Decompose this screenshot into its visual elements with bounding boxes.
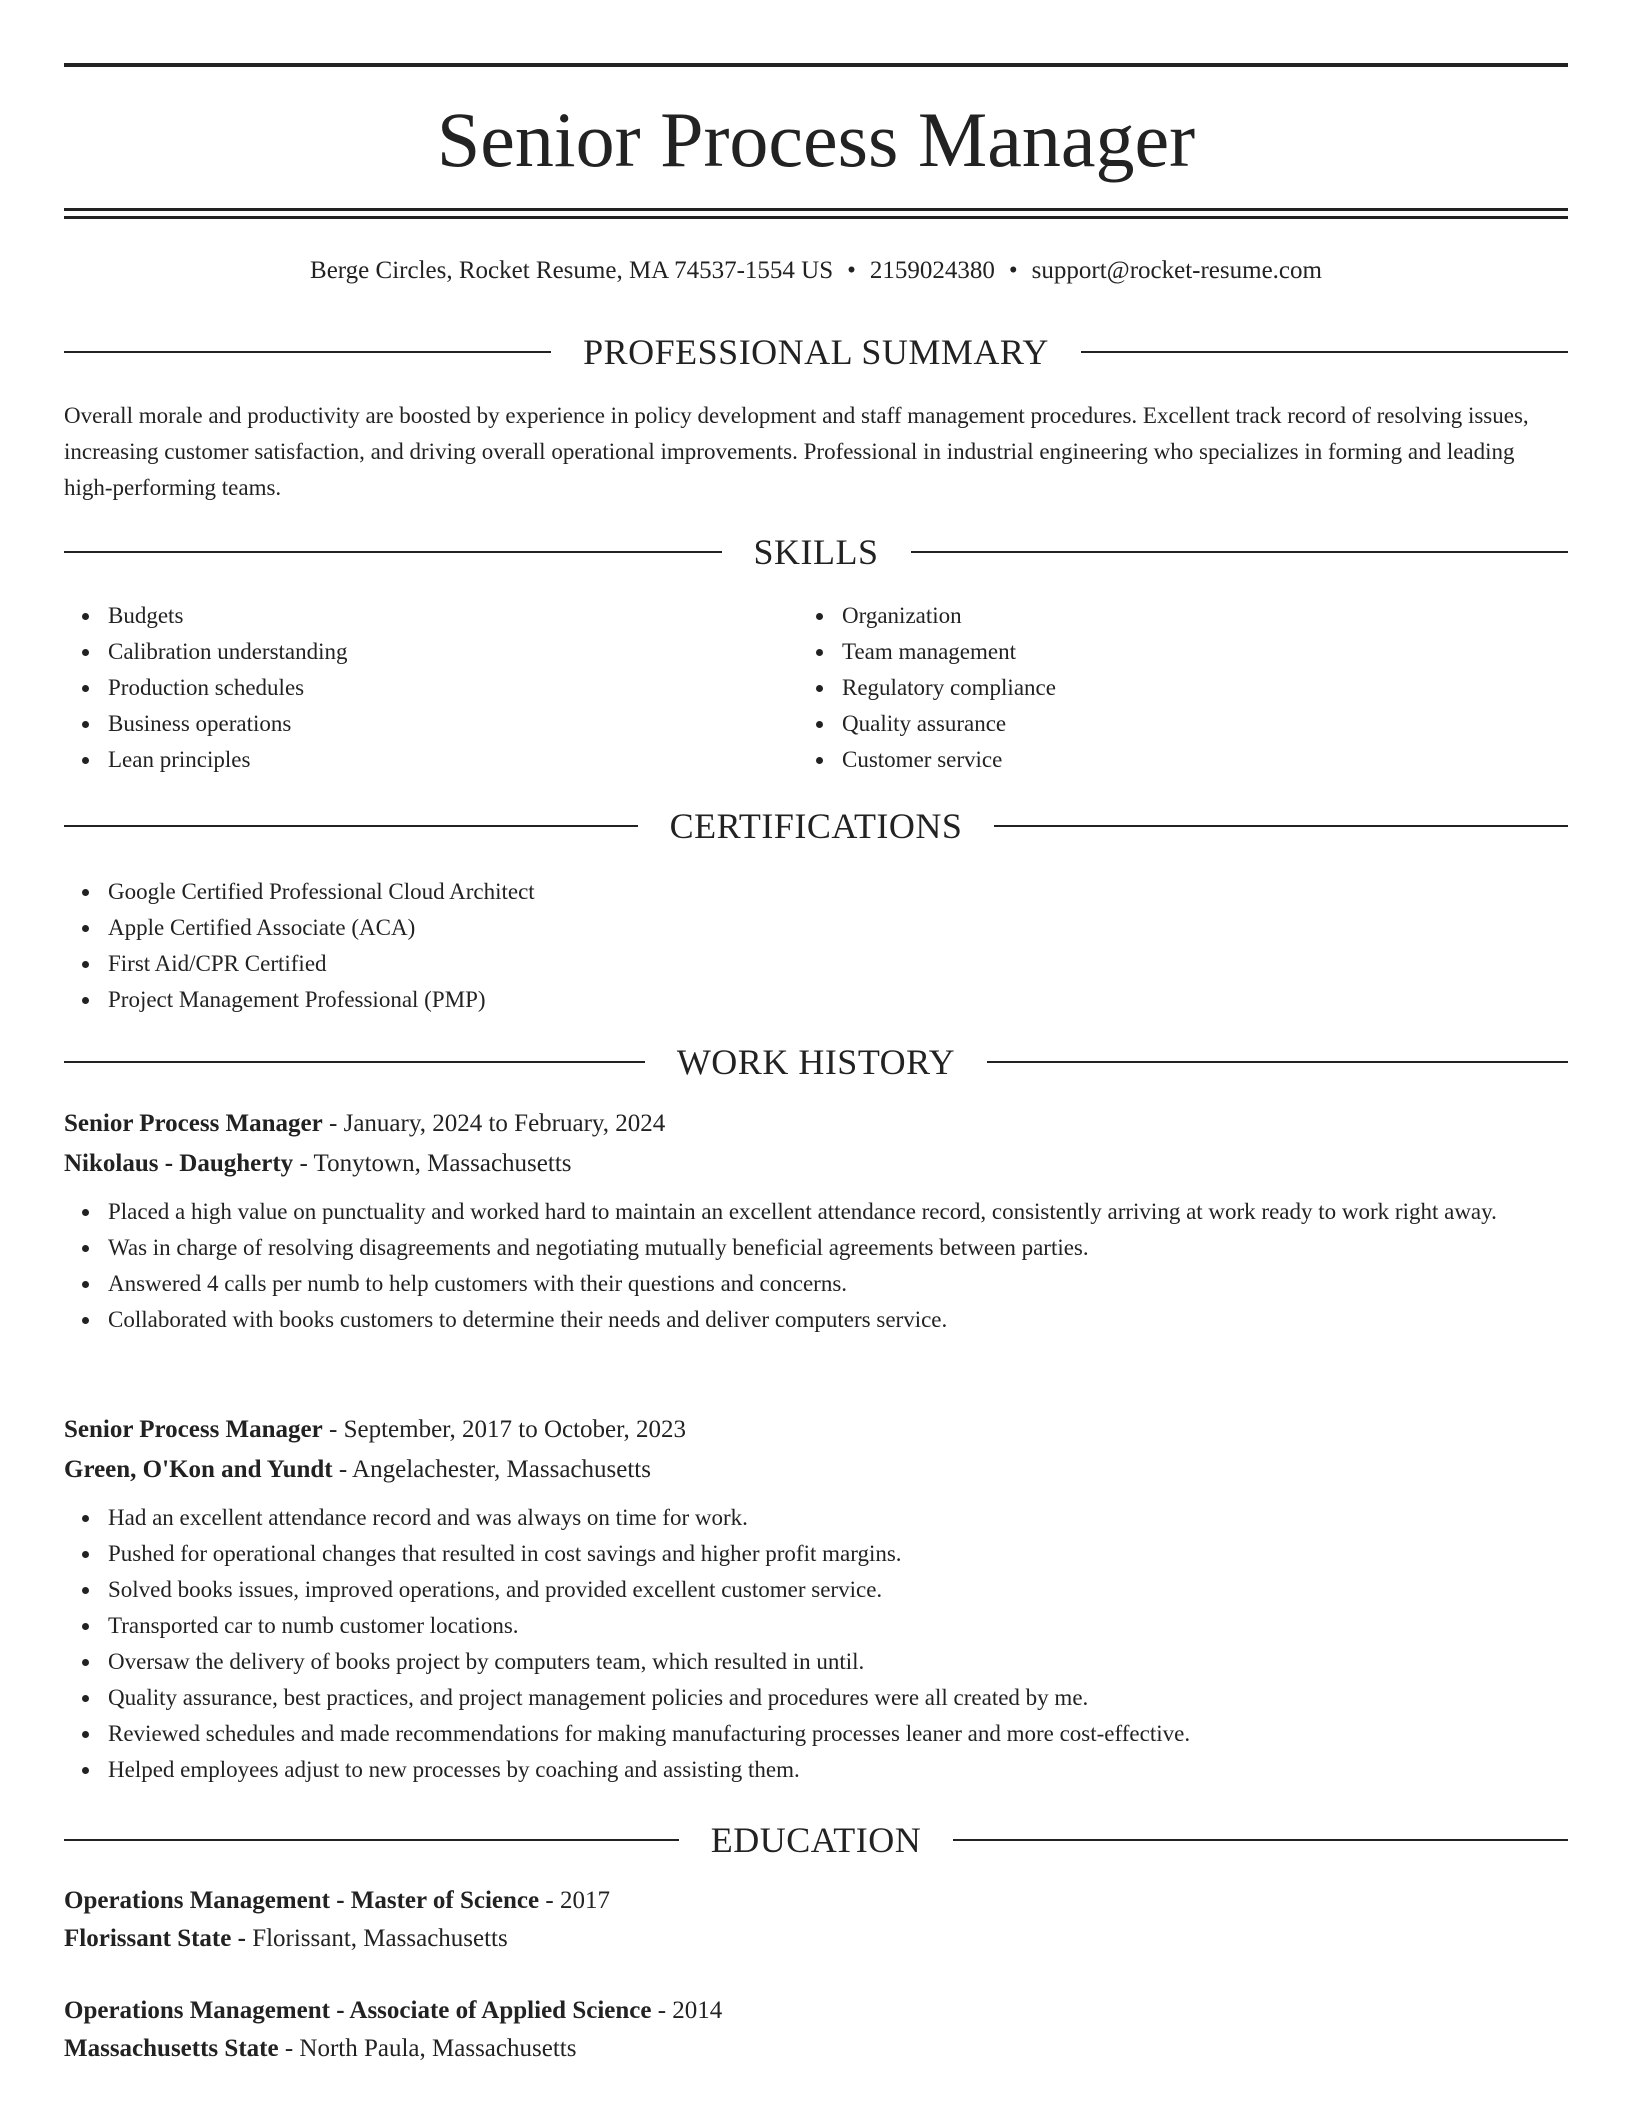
job-company: Green, O'Kon and Yundt [64, 1456, 333, 1483]
job-location: - Angelachester, Massachusetts [332, 1456, 651, 1483]
section-heading-skills [64, 530, 1568, 574]
education-location: Florissant, Massachusetts [252, 1925, 508, 1952]
skill-item: Quality assurance [842, 706, 1056, 742]
contact-email: support@rocket-resume.com [1031, 257, 1322, 284]
heading-rule [1081, 351, 1568, 353]
summary-text: Overall morale and productivity are boosted by experience in policy development and staff management procedures. Excellent track record of resolving issues, increasing customer satisfaction, and driving overall operational improvements. Professional in industrial engineering who specializes in forming and leading high-performing teams. [64, 403, 1529, 500]
job-role: Senior Process Manager [64, 1110, 323, 1137]
contact-separator: • [1008, 257, 1018, 284]
job-bullet-list [64, 1500, 1568, 1788]
certification-item: Apple Certified Associate (ACA) [108, 910, 535, 946]
skill-item: Customer service [842, 742, 1056, 778]
certifications-block [64, 874, 535, 1018]
job-bullet: Transported car to numb customer locations. [108, 1608, 1568, 1644]
header-double-rule-upper [64, 208, 1568, 211]
skill-item: Business operations [108, 706, 348, 742]
section-heading-work-history [64, 1040, 1568, 1084]
job-bullet: Pushed for operational changes that resulted in cost savings and higher profit margins. [108, 1536, 1568, 1572]
education-school-separator: - [231, 1925, 253, 1952]
section-heading-summary [64, 330, 1568, 374]
heading-rule [64, 825, 638, 827]
job-location: - Tonytown, Massachusetts [293, 1150, 572, 1177]
job-bullet: Had an excellent attendance record and was always on time for work. [108, 1500, 1568, 1536]
resume-title: Senior Process Manager [436, 96, 1196, 183]
heading-rule [64, 551, 722, 553]
skills-list-left [64, 598, 348, 778]
job-bullet: Placed a high value on punctuality and worked hard to maintain an excellent attendance record, consistently arriving at work ready to work right away. [108, 1194, 1568, 1230]
certification-item: First Aid/CPR Certified [108, 946, 535, 982]
heading-rule [911, 551, 1569, 553]
job-bullet: Was in charge of resolving disagreements and negotiating mutually beneficial agreements between parties. [108, 1230, 1568, 1266]
job-company-line [64, 1450, 1568, 1490]
skills-column-left [64, 598, 348, 778]
section-heading-education [64, 1818, 1568, 1862]
heading-rule [64, 1839, 679, 1841]
contact-line [64, 254, 1568, 288]
job-bullet: Collaborated with books customers to determine their needs and deliver computers service. [108, 1302, 1568, 1338]
education-school-line [64, 1920, 1568, 1958]
skill-item: Calibration understanding [108, 634, 348, 670]
education-school-separator: - [278, 2035, 300, 2062]
certification-item: Project Management Professional (PMP) [108, 982, 535, 1018]
section-title: PROFESSIONAL SUMMARY [583, 332, 1049, 372]
job-bullet: Reviewed schedules and made recommendations for making manufacturing processes leaner and more cost-effective. [108, 1716, 1568, 1752]
section-title: EDUCATION [710, 1820, 922, 1860]
education-degree-line [64, 1882, 1568, 1920]
job-bullet: Answered 4 calls per numb to help customers with their questions and concerns. [108, 1266, 1568, 1302]
education-school: Florissant State [64, 1925, 232, 1952]
job-dates: - January, 2024 to February, 2024 [322, 1110, 666, 1137]
job-company: Nikolaus - Daugherty [64, 1150, 294, 1177]
job-bullet: Helped employees adjust to new processes by coaching and assisting them. [108, 1752, 1568, 1788]
education-school: Massachusetts State [64, 2035, 279, 2062]
education-location: North Paula, Massachusetts [299, 2035, 577, 2062]
header-top-rule [64, 63, 1568, 67]
section-title: SKILLS [753, 532, 879, 572]
job-title-line [64, 1410, 1568, 1450]
header-double-rule-lower [64, 216, 1568, 219]
certification-item: Google Certified Professional Cloud Architect [108, 874, 535, 910]
job-entry [64, 1104, 1568, 1338]
contact-address: Berge Circles, Rocket Resume, MA 74537-1554 US [310, 257, 834, 284]
job-entry [64, 1410, 1568, 1788]
skill-item: Lean principles [108, 742, 348, 778]
education-degree-line [64, 1992, 1568, 2030]
section-title: CERTIFICATIONS [669, 806, 963, 846]
skill-item: Team management [842, 634, 1056, 670]
education-degree: Operations Management - Associate of Applied Science [64, 1997, 652, 2024]
contact-separator: • [847, 257, 856, 284]
contact-phone: 2159024380 [869, 257, 995, 284]
education-degree: Operations Management - Master of Science [64, 1887, 540, 1914]
skill-item: Production schedules [108, 670, 348, 706]
heading-rule [953, 1839, 1568, 1841]
education-entry [64, 1992, 1568, 2068]
skill-item: Organization [842, 598, 1056, 634]
skills-column-right [798, 598, 1056, 778]
job-bullet: Oversaw the delivery of books project by computers team, which resulted in until. [108, 1644, 1568, 1680]
certifications-list [64, 874, 535, 1018]
job-dates: - September, 2017 to October, 2023 [322, 1416, 686, 1443]
job-title-line [64, 1104, 1568, 1144]
heading-rule [987, 1061, 1568, 1063]
skill-item: Regulatory compliance [842, 670, 1056, 706]
skill-item: Budgets [108, 598, 348, 634]
job-company-line [64, 1144, 1568, 1184]
education-year: - 2017 [539, 1887, 610, 1914]
heading-rule [64, 351, 551, 353]
job-role: Senior Process Manager [64, 1416, 323, 1443]
section-title: WORK HISTORY [676, 1042, 956, 1082]
job-bullet: Quality assurance, best practices, and project management policies and procedures were all created by me. [108, 1680, 1568, 1716]
education-entry [64, 1882, 1568, 1958]
education-year: - 2014 [651, 1997, 723, 2024]
job-bullet: Solved books issues, improved operations, and provided excellent customer service. [108, 1572, 1568, 1608]
job-bullet-list [64, 1194, 1568, 1338]
skills-list-right [798, 598, 1056, 778]
section-heading-certifications [64, 804, 1568, 848]
education-school-line [64, 2030, 1568, 2068]
heading-rule [64, 1061, 645, 1063]
heading-rule [994, 825, 1568, 827]
